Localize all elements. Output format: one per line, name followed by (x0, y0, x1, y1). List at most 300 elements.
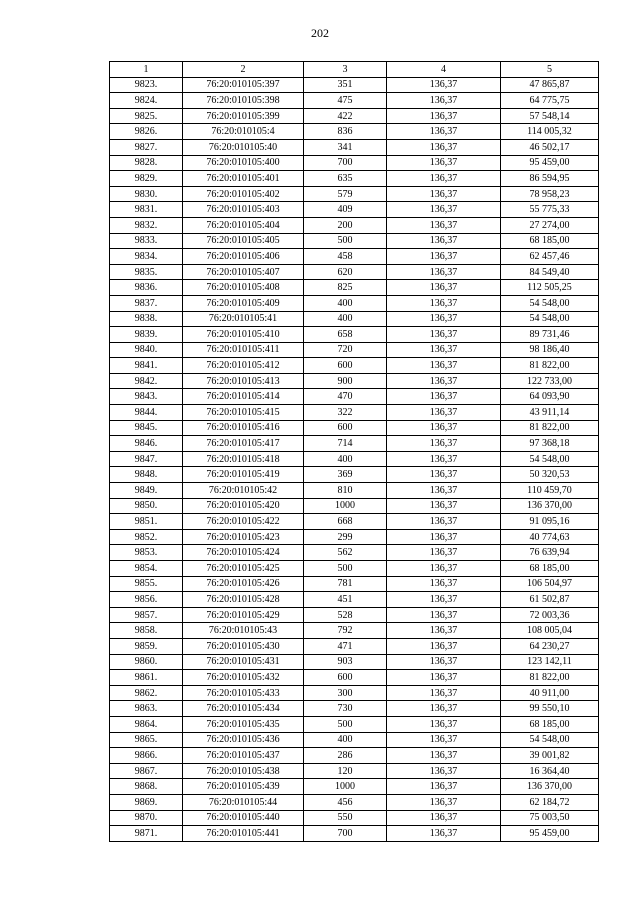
table-row (110, 670, 599, 686)
amount-cell: 112 505,25 (501, 280, 599, 296)
cadastral-number-cell: 76:20:010105:41 (183, 311, 304, 327)
column-header: 1 (110, 62, 183, 78)
area-cell: 781 (304, 576, 387, 592)
rate-cell: 136,37 (387, 171, 501, 187)
area-cell: 400 (304, 311, 387, 327)
amount-cell: 95 459,00 (501, 826, 599, 842)
table-row (110, 311, 599, 327)
amount-cell: 57 548,14 (501, 108, 599, 124)
cadastral-number-cell: 76:20:010105:439 (183, 779, 304, 795)
row-number-cell: 9846. (110, 436, 183, 452)
cadastral-number-cell: 76:20:010105:40 (183, 139, 304, 155)
rate-cell: 136,37 (387, 77, 501, 93)
row-number-cell: 9842. (110, 373, 183, 389)
amount-cell: 114 005,32 (501, 124, 599, 140)
row-number-cell: 9865. (110, 732, 183, 748)
row-number-cell: 9835. (110, 264, 183, 280)
table-row (110, 576, 599, 592)
cadastral-number-cell: 76:20:010105:399 (183, 108, 304, 124)
rate-cell: 136,37 (387, 280, 501, 296)
area-cell: 458 (304, 249, 387, 265)
cadastral-number-cell: 76:20:010105:414 (183, 389, 304, 405)
rate-cell: 136,37 (387, 732, 501, 748)
cadastral-number-cell: 76:20:010105:435 (183, 716, 304, 732)
cadastral-number-cell: 76:20:010105:436 (183, 732, 304, 748)
amount-cell: 86 594,95 (501, 171, 599, 187)
cadastral-number-cell: 76:20:010105:410 (183, 327, 304, 343)
cadastral-number-cell: 76:20:010105:43 (183, 623, 304, 639)
rate-cell: 136,37 (387, 483, 501, 499)
row-number-cell: 9862. (110, 685, 183, 701)
amount-cell: 123 142,11 (501, 654, 599, 670)
table-row (110, 514, 599, 530)
cadastral-number-cell: 76:20:010105:42 (183, 483, 304, 499)
amount-cell: 50 320,53 (501, 467, 599, 483)
rate-cell: 136,37 (387, 607, 501, 623)
column-header: 2 (183, 62, 304, 78)
row-number-cell: 9831. (110, 202, 183, 218)
amount-cell: 97 368,18 (501, 436, 599, 452)
area-cell: 300 (304, 685, 387, 701)
table-row (110, 389, 599, 405)
area-cell: 400 (304, 295, 387, 311)
area-cell: 120 (304, 763, 387, 779)
amount-cell: 68 185,00 (501, 561, 599, 577)
rate-cell: 136,37 (387, 623, 501, 639)
cadastral-number-cell: 76:20:010105:402 (183, 186, 304, 202)
area-cell: 528 (304, 607, 387, 623)
cadastral-number-cell: 76:20:010105:409 (183, 295, 304, 311)
row-number-cell: 9858. (110, 623, 183, 639)
row-number-cell: 9864. (110, 716, 183, 732)
rate-cell: 136,37 (387, 685, 501, 701)
table-row (110, 217, 599, 233)
rate-cell: 136,37 (387, 249, 501, 265)
column-header: 5 (501, 62, 599, 78)
rate-cell: 136,37 (387, 186, 501, 202)
cadastral-number-cell: 76:20:010105:433 (183, 685, 304, 701)
column-header: 3 (304, 62, 387, 78)
amount-cell: 55 775,33 (501, 202, 599, 218)
row-number-cell: 9851. (110, 514, 183, 530)
cadastral-number-cell: 76:20:010105:420 (183, 498, 304, 514)
rate-cell: 136,37 (387, 529, 501, 545)
table-row (110, 498, 599, 514)
rate-cell: 136,37 (387, 794, 501, 810)
amount-cell: 54 548,00 (501, 732, 599, 748)
rate-cell: 136,37 (387, 108, 501, 124)
cadastral-number-cell: 76:20:010105:441 (183, 826, 304, 842)
rate-cell: 136,37 (387, 311, 501, 327)
amount-cell: 136 370,00 (501, 779, 599, 795)
amount-cell: 91 095,16 (501, 514, 599, 530)
row-number-cell: 9852. (110, 529, 183, 545)
area-cell: 471 (304, 638, 387, 654)
row-number-cell: 9855. (110, 576, 183, 592)
cadastral-number-cell: 76:20:010105:4 (183, 124, 304, 140)
area-cell: 369 (304, 467, 387, 483)
rate-cell: 136,37 (387, 202, 501, 218)
header-row (110, 62, 599, 78)
amount-cell: 62 184,72 (501, 794, 599, 810)
table-row (110, 826, 599, 842)
row-number-cell: 9850. (110, 498, 183, 514)
rate-cell: 136,37 (387, 514, 501, 530)
area-cell: 1000 (304, 779, 387, 795)
row-number-cell: 9867. (110, 763, 183, 779)
area-cell: 351 (304, 77, 387, 93)
rate-cell: 136,37 (387, 451, 501, 467)
table-row (110, 124, 599, 140)
amount-cell: 136 370,00 (501, 498, 599, 514)
table-row (110, 155, 599, 171)
rate-cell: 136,37 (387, 373, 501, 389)
table-row (110, 342, 599, 358)
rate-cell: 136,37 (387, 93, 501, 109)
area-cell: 550 (304, 810, 387, 826)
row-number-cell: 9837. (110, 295, 183, 311)
row-number-cell: 9843. (110, 389, 183, 405)
rate-cell: 136,37 (387, 763, 501, 779)
cadastral-number-cell: 76:20:010105:423 (183, 529, 304, 545)
table-row (110, 748, 599, 764)
amount-cell: 99 550,10 (501, 701, 599, 717)
cadastral-number-cell: 76:20:010105:429 (183, 607, 304, 623)
table-row (110, 233, 599, 249)
amount-cell: 54 548,00 (501, 311, 599, 327)
cadastral-number-cell: 76:20:010105:440 (183, 810, 304, 826)
row-number-cell: 9838. (110, 311, 183, 327)
cadastral-number-cell: 76:20:010105:406 (183, 249, 304, 265)
table-row (110, 186, 599, 202)
amount-cell: 89 731,46 (501, 327, 599, 343)
amount-cell: 54 548,00 (501, 451, 599, 467)
table-row (110, 623, 599, 639)
table-row (110, 202, 599, 218)
table-row (110, 77, 599, 93)
row-number-cell: 9847. (110, 451, 183, 467)
amount-cell: 110 459,70 (501, 483, 599, 499)
rate-cell: 136,37 (387, 576, 501, 592)
rate-cell: 136,37 (387, 561, 501, 577)
area-cell: 422 (304, 108, 387, 124)
rate-cell: 136,37 (387, 701, 501, 717)
area-cell: 500 (304, 716, 387, 732)
rate-cell: 136,37 (387, 467, 501, 483)
row-number-cell: 9828. (110, 155, 183, 171)
row-number-cell: 9825. (110, 108, 183, 124)
rate-cell: 136,37 (387, 826, 501, 842)
rate-cell: 136,37 (387, 670, 501, 686)
table-row (110, 93, 599, 109)
table-row (110, 451, 599, 467)
amount-cell: 98 186,40 (501, 342, 599, 358)
cadastral-number-cell: 76:20:010105:398 (183, 93, 304, 109)
row-number-cell: 9868. (110, 779, 183, 795)
area-cell: 456 (304, 794, 387, 810)
area-cell: 635 (304, 171, 387, 187)
area-cell: 451 (304, 592, 387, 608)
cadastral-number-cell: 76:20:010105:413 (183, 373, 304, 389)
amount-cell: 84 549,40 (501, 264, 599, 280)
rate-cell: 136,37 (387, 545, 501, 561)
row-number-cell: 9869. (110, 794, 183, 810)
area-cell: 322 (304, 405, 387, 421)
table-row (110, 763, 599, 779)
table-row (110, 716, 599, 732)
table-row (110, 139, 599, 155)
table-row (110, 436, 599, 452)
rate-cell: 136,37 (387, 342, 501, 358)
rate-cell: 136,37 (387, 748, 501, 764)
amount-cell: 40 774,63 (501, 529, 599, 545)
row-number-cell: 9853. (110, 545, 183, 561)
area-cell: 299 (304, 529, 387, 545)
rate-cell: 136,37 (387, 638, 501, 654)
table-row (110, 810, 599, 826)
row-number-cell: 9856. (110, 592, 183, 608)
row-number-cell: 9823. (110, 77, 183, 93)
table-row (110, 108, 599, 124)
row-number-cell: 9844. (110, 405, 183, 421)
amount-cell: 27 274,00 (501, 217, 599, 233)
cadastral-number-cell: 76:20:010105:403 (183, 202, 304, 218)
cadastral-number-cell: 76:20:010105:438 (183, 763, 304, 779)
area-cell: 409 (304, 202, 387, 218)
area-cell: 341 (304, 139, 387, 155)
row-number-cell: 9849. (110, 483, 183, 499)
cadastral-number-cell: 76:20:010105:415 (183, 405, 304, 421)
table-row (110, 592, 599, 608)
rate-cell: 136,37 (387, 139, 501, 155)
row-number-cell: 9859. (110, 638, 183, 654)
rate-cell: 136,37 (387, 264, 501, 280)
table-row (110, 654, 599, 670)
area-cell: 500 (304, 233, 387, 249)
amount-cell: 39 001,82 (501, 748, 599, 764)
amount-cell: 68 185,00 (501, 716, 599, 732)
rate-cell: 136,37 (387, 389, 501, 405)
table-row (110, 638, 599, 654)
area-cell: 500 (304, 561, 387, 577)
amount-cell: 40 911,00 (501, 685, 599, 701)
row-number-cell: 9861. (110, 670, 183, 686)
table-row (110, 405, 599, 421)
cadastral-number-cell: 76:20:010105:432 (183, 670, 304, 686)
cadastral-number-cell: 76:20:010105:428 (183, 592, 304, 608)
amount-cell: 62 457,46 (501, 249, 599, 265)
amount-cell: 75 003,50 (501, 810, 599, 826)
table-row (110, 483, 599, 499)
rate-cell: 136,37 (387, 716, 501, 732)
row-number-cell: 9841. (110, 358, 183, 374)
rate-cell: 136,37 (387, 358, 501, 374)
table-row (110, 249, 599, 265)
amount-cell: 47 865,87 (501, 77, 599, 93)
row-number-cell: 9857. (110, 607, 183, 623)
rate-cell: 136,37 (387, 233, 501, 249)
area-cell: 200 (304, 217, 387, 233)
area-cell: 836 (304, 124, 387, 140)
row-number-cell: 9834. (110, 249, 183, 265)
row-number-cell: 9871. (110, 826, 183, 842)
area-cell: 600 (304, 670, 387, 686)
data-table (109, 61, 599, 842)
cadastral-number-cell: 76:20:010105:425 (183, 561, 304, 577)
row-number-cell: 9845. (110, 420, 183, 436)
area-cell: 825 (304, 280, 387, 296)
amount-cell: 95 459,00 (501, 155, 599, 171)
rate-cell: 136,37 (387, 327, 501, 343)
area-cell: 620 (304, 264, 387, 280)
table-row (110, 779, 599, 795)
area-cell: 730 (304, 701, 387, 717)
cadastral-number-cell: 76:20:010105:44 (183, 794, 304, 810)
area-cell: 475 (304, 93, 387, 109)
cadastral-number-cell: 76:20:010105:405 (183, 233, 304, 249)
amount-cell: 54 548,00 (501, 295, 599, 311)
row-number-cell: 9854. (110, 561, 183, 577)
area-cell: 579 (304, 186, 387, 202)
row-number-cell: 9826. (110, 124, 183, 140)
rate-cell: 136,37 (387, 124, 501, 140)
rate-cell: 136,37 (387, 436, 501, 452)
amount-cell: 16 364,40 (501, 763, 599, 779)
rate-cell: 136,37 (387, 810, 501, 826)
cadastral-number-cell: 76:20:010105:411 (183, 342, 304, 358)
table-row (110, 264, 599, 280)
row-number-cell: 9824. (110, 93, 183, 109)
area-cell: 286 (304, 748, 387, 764)
table-row (110, 280, 599, 296)
row-number-cell: 9836. (110, 280, 183, 296)
table-row (110, 467, 599, 483)
cadastral-number-cell: 76:20:010105:408 (183, 280, 304, 296)
amount-cell: 64 230,27 (501, 638, 599, 654)
area-cell: 792 (304, 623, 387, 639)
table-row (110, 794, 599, 810)
amount-cell: 43 911,14 (501, 405, 599, 421)
amount-cell: 64 775,75 (501, 93, 599, 109)
table-row (110, 295, 599, 311)
amount-cell: 122 733,00 (501, 373, 599, 389)
area-cell: 400 (304, 451, 387, 467)
cadastral-number-cell: 76:20:010105:401 (183, 171, 304, 187)
rate-cell: 136,37 (387, 779, 501, 795)
amount-cell: 78 958,23 (501, 186, 599, 202)
cadastral-number-cell: 76:20:010105:417 (183, 436, 304, 452)
area-cell: 562 (304, 545, 387, 561)
row-number-cell: 9848. (110, 467, 183, 483)
table-row (110, 420, 599, 436)
area-cell: 720 (304, 342, 387, 358)
amount-cell: 108 005,04 (501, 623, 599, 639)
cadastral-number-cell: 76:20:010105:397 (183, 77, 304, 93)
table-row (110, 701, 599, 717)
amount-cell: 76 639,94 (501, 545, 599, 561)
table-row (110, 607, 599, 623)
table-row (110, 732, 599, 748)
table-row (110, 545, 599, 561)
cadastral-number-cell: 76:20:010105:437 (183, 748, 304, 764)
row-number-cell: 9832. (110, 217, 183, 233)
cadastral-number-cell: 76:20:010105:400 (183, 155, 304, 171)
area-cell: 1000 (304, 498, 387, 514)
cadastral-number-cell: 76:20:010105:416 (183, 420, 304, 436)
amount-cell: 106 504,97 (501, 576, 599, 592)
table-row (110, 171, 599, 187)
cadastral-number-cell: 76:20:010105:426 (183, 576, 304, 592)
area-cell: 470 (304, 389, 387, 405)
table-row (110, 561, 599, 577)
table-row (110, 529, 599, 545)
area-cell: 700 (304, 826, 387, 842)
area-cell: 714 (304, 436, 387, 452)
row-number-cell: 9870. (110, 810, 183, 826)
rate-cell: 136,37 (387, 217, 501, 233)
area-cell: 900 (304, 373, 387, 389)
rate-cell: 136,37 (387, 295, 501, 311)
cadastral-number-cell: 76:20:010105:419 (183, 467, 304, 483)
area-cell: 658 (304, 327, 387, 343)
table-row (110, 685, 599, 701)
cadastral-number-cell: 76:20:010105:407 (183, 264, 304, 280)
rate-cell: 136,37 (387, 405, 501, 421)
area-cell: 700 (304, 155, 387, 171)
table-row (110, 373, 599, 389)
area-cell: 600 (304, 358, 387, 374)
row-number-cell: 9863. (110, 701, 183, 717)
amount-cell: 46 502,17 (501, 139, 599, 155)
rate-cell: 136,37 (387, 155, 501, 171)
table-row (110, 327, 599, 343)
amount-cell: 61 502,87 (501, 592, 599, 608)
rate-cell: 136,37 (387, 654, 501, 670)
row-number-cell: 9866. (110, 748, 183, 764)
row-number-cell: 9860. (110, 654, 183, 670)
cadastral-number-cell: 76:20:010105:424 (183, 545, 304, 561)
cadastral-number-cell: 76:20:010105:434 (183, 701, 304, 717)
row-number-cell: 9830. (110, 186, 183, 202)
rate-cell: 136,37 (387, 420, 501, 436)
row-number-cell: 9839. (110, 327, 183, 343)
table-body (110, 77, 599, 841)
cadastral-number-cell: 76:20:010105:404 (183, 217, 304, 233)
rate-cell: 136,37 (387, 592, 501, 608)
cadastral-number-cell: 76:20:010105:412 (183, 358, 304, 374)
row-number-cell: 9827. (110, 139, 183, 155)
table-row (110, 358, 599, 374)
row-number-cell: 9840. (110, 342, 183, 358)
amount-cell: 81 822,00 (501, 670, 599, 686)
amount-cell: 72 003,36 (501, 607, 599, 623)
column-header: 4 (387, 62, 501, 78)
amount-cell: 81 822,00 (501, 420, 599, 436)
area-cell: 400 (304, 732, 387, 748)
cadastral-number-cell: 76:20:010105:431 (183, 654, 304, 670)
area-cell: 600 (304, 420, 387, 436)
cadastral-number-cell: 76:20:010105:422 (183, 514, 304, 530)
cadastral-number-cell: 76:20:010105:430 (183, 638, 304, 654)
area-cell: 903 (304, 654, 387, 670)
area-cell: 810 (304, 483, 387, 499)
amount-cell: 64 093,90 (501, 389, 599, 405)
amount-cell: 81 822,00 (501, 358, 599, 374)
rate-cell: 136,37 (387, 498, 501, 514)
page-number: 202 (311, 26, 329, 40)
cadastral-number-cell: 76:20:010105:418 (183, 451, 304, 467)
area-cell: 668 (304, 514, 387, 530)
